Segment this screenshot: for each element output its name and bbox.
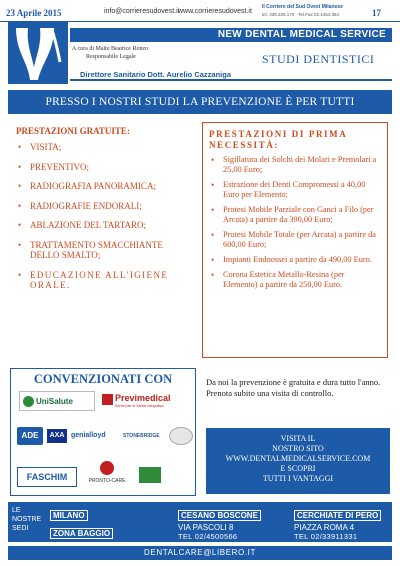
location-area: ZONA BAGGIO [50,528,113,539]
unisalute-logo [19,391,95,411]
location-phone[interactable]: TEL 02/33911331 [294,532,358,541]
insurer-logo-icon [139,467,161,483]
conventions-box [10,368,196,496]
list-item: • Protesi Mobile Parziale con Ganci a Filo (per Arcata) a partire da 390,00 Euro; [209,205,381,225]
unisalute-icon [23,396,34,407]
running-header [0,0,400,22]
list-item: • Sigillatura dei Solchi dei Molari e Premolari a 25,00 Euro; [209,155,381,175]
location-address: PIAZZA ROMA 4 [294,523,355,532]
curated-by [72,45,148,61]
location-city: CESANO BOSCONE [178,510,261,521]
list-item: • TRATTAMENTO SMACCHIANTE DELLO SMALTO; [16,240,194,261]
location-cesano-boscone [178,505,261,541]
masthead [0,22,400,84]
free-services-list [16,142,194,291]
pronto-care-name: PRONTO-CARE [88,478,126,484]
our-locations-label [12,506,48,533]
curator-name: A cura di Maite Beatrice Ronzo [72,46,149,52]
masthead-title: NEW DENTAL MEDICAL SERVICE [70,28,392,42]
location-city: CERCHIATE DI PERO [294,510,381,521]
location-city: MILANO [50,510,88,521]
dental-logo-icon [8,22,68,84]
page-number: 17 [372,8,381,18]
previmedical-name: Previmedical [115,393,171,403]
list-item: • Estrazione dei Denti Compromessi a 40,00 Euro per Elemento; [209,180,381,200]
genialloyd-logo: genialloyd [71,432,106,439]
conventions-title: CONVENZIONATI CON [33,372,173,386]
faschim-logo: FASCHIM [17,467,77,487]
free-services-title: PRESTAZIONI GRATUITE: [16,126,130,136]
free-services-section [16,126,194,358]
visit-line: NOSTRO SITO [272,444,324,453]
footer-email-link[interactable]: DENTALCARE@LIBERO.IT [8,546,392,560]
prevention-note: Da noi la prevenzione è gratuita e dura tutto l'anno. Prenota subito una visita di controllo. [206,377,381,398]
list-item: • RADIOGRAFIA PANORAMICA; [16,181,194,192]
previmedical-icon [102,394,113,405]
ade-logo: ADE [17,427,43,445]
label-nostre: NOSTRE [12,516,42,523]
previmedical-subtitle: Servizi per la Sanità Integrativa [115,404,164,408]
stonebridge-logo: STONEBRIDGE [123,433,160,439]
visit-line: E SCOPRI [280,464,316,473]
visit-line: TUTTI I VANTAGGI [262,474,334,483]
location-address: VIA PASCOLI 8 [178,523,234,532]
list-item: • Protesi Mobile Totale (per Arcata) a partire da 600,00 Euro; [209,230,381,250]
list-item: • Impianti Endoossei a partire da 490,00 Euro. [209,255,381,265]
pronto-care-icon [100,461,114,475]
location-phone[interactable]: TEL 02/4500566 [178,532,238,541]
website-link[interactable]: WWW.DENTALMEDICALSERVICE.COM [225,454,371,463]
insurer-seal-icon [169,427,193,445]
previmedical-logo [101,391,189,411]
unisalute-name: UniSalute [36,397,73,406]
first-need-section [202,122,388,358]
visit-line: VISITA IL [280,434,316,443]
locations-footer [8,502,392,542]
studi-dentistici-label: STUDI DENTISTICI [262,52,375,66]
prevention-headline: PRESSO I NOSTRI STUDI LA PREVENZIONE È PER TUTTI [8,90,392,114]
label-sedi: SEDI [12,525,29,532]
list-item: • RADIOGRAFIE ENDORALI; [16,201,194,212]
first-need-title: PRESTAZIONI DI PRIMA NECESSITÀ: [209,129,347,150]
axa-logo: AXA [47,429,67,443]
header-email-link[interactable]: info@corrieresudovest.it [104,8,180,15]
list-item: • EDUCAZIONE ALL'IGIENE ORALE. [16,270,194,291]
curator-role: Responsabile Legale [86,54,136,60]
issue-date: 23 Aprile 2015 [6,8,62,18]
header-website-link[interactable]: www.corrieresudovest.it [178,8,252,15]
location-cerchiate-di-pero [294,505,381,541]
list-item: • VISITA; [16,142,194,153]
list-item: • Corona Estetica Metallo-Resina (per Elemento) a partire da 250,00 Euro. [209,270,381,290]
label-le: LE [12,507,21,514]
first-need-list [209,155,381,290]
pronto-care-logo [83,461,131,491]
director-line: Direttore Sanitario Dott. Aurelio Cazzaniga [70,69,392,81]
list-item: • PREVENTIVO; [16,162,194,173]
header-phones: tel. 335.335.170 · Tel.Fax 02.4454.364 [262,12,339,17]
visit-website-box[interactable] [206,428,390,494]
publication-name: Il Corriere del Sud Ovest Milanese [262,4,343,10]
list-item: • ABLAZIONE DEL TARTARO; [16,220,194,231]
